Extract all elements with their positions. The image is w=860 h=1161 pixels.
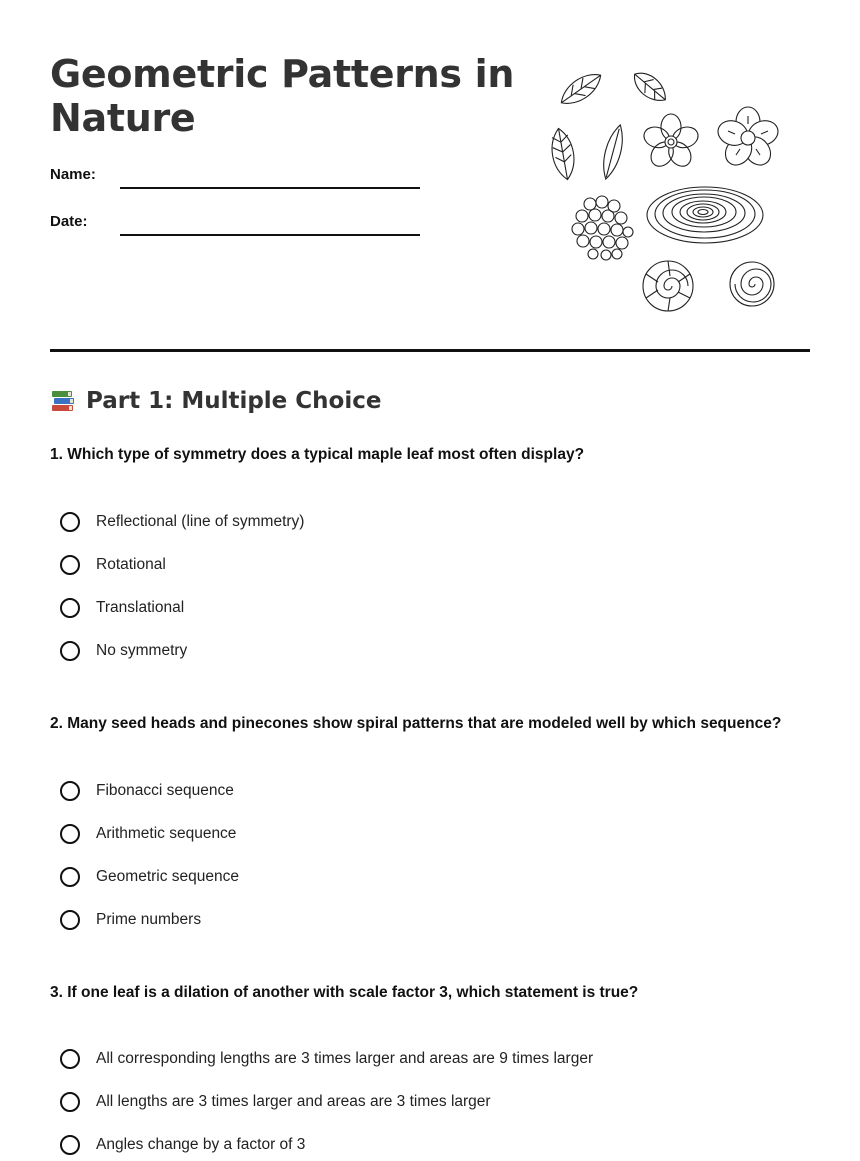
option-label: Reflectional (line of symmetry) (96, 513, 305, 530)
shell-icon (730, 262, 774, 306)
radio-button[interactable] (60, 598, 80, 618)
flower-icon (715, 107, 781, 170)
section-header (50, 388, 381, 414)
option-label: Geometric sequence (96, 868, 240, 885)
q1-option-4[interactable] (60, 638, 187, 664)
radio-button[interactable] (60, 867, 80, 887)
radio-button[interactable] (60, 641, 80, 661)
leaf-icon (556, 67, 607, 111)
q2-option-2[interactable] (60, 821, 236, 847)
q1-option-2[interactable] (60, 552, 166, 578)
nature-patterns-illustration (540, 62, 790, 320)
seed-cluster-icon (572, 196, 633, 260)
option-label: Rotational (96, 556, 166, 573)
radio-button[interactable] (60, 1049, 80, 1069)
radio-button[interactable] (60, 824, 80, 844)
option-label: All lengths are 3 times larger and areas are 3 times larger (96, 1093, 491, 1110)
q1-option-3[interactable] (60, 595, 184, 621)
name-field[interactable] (120, 187, 420, 189)
q3-option-3[interactable] (60, 1132, 305, 1158)
tree-rings-icon (647, 187, 763, 243)
question-3: 3. If one leaf is a dilation of another with scale factor 3, which statement is true? (50, 984, 639, 1001)
leaf-icon (548, 127, 578, 182)
q3-option-2[interactable] (60, 1089, 491, 1115)
option-label: Angles change by a factor of 3 (96, 1136, 306, 1153)
radio-button[interactable] (60, 1092, 80, 1112)
q2-option-1[interactable] (60, 778, 234, 804)
date-field[interactable] (120, 234, 420, 236)
section-title: Part 1: Multiple Choice (86, 388, 382, 414)
option-label: Translational (96, 599, 185, 616)
flower-icon (641, 114, 700, 171)
option-label: Prime numbers (96, 911, 202, 928)
section-divider (50, 349, 810, 352)
q2-option-3[interactable] (60, 864, 239, 890)
q2-option-4[interactable] (60, 907, 201, 933)
radio-button[interactable] (60, 1135, 80, 1155)
date-label: Date: (50, 213, 88, 230)
option-label: Arithmetic sequence (96, 825, 237, 842)
shell-icon (643, 261, 693, 311)
leaf-icon (628, 67, 671, 108)
q1-option-1[interactable] (60, 509, 304, 535)
books-icon (50, 388, 76, 414)
radio-button[interactable] (60, 781, 80, 801)
question-2: 2. Many seed heads and pinecones show spiral patterns that are modeled well by which sequence? (50, 715, 782, 732)
option-label: All corresponding lengths are 3 times larger and areas are 9 times larger (96, 1050, 594, 1067)
question-1: 1. Which type of symmetry does a typical maple leaf most often display? (50, 446, 585, 463)
radio-button[interactable] (60, 512, 80, 532)
name-label: Name: (50, 166, 96, 183)
radio-button[interactable] (60, 910, 80, 930)
q3-option-1[interactable] (60, 1046, 593, 1072)
radio-button[interactable] (60, 555, 80, 575)
leaf-icon (599, 123, 628, 181)
option-label: No symmetry (96, 642, 188, 659)
page-title: Geometric Patterns in Nature (50, 52, 515, 140)
option-label: Fibonacci sequence (96, 782, 234, 799)
